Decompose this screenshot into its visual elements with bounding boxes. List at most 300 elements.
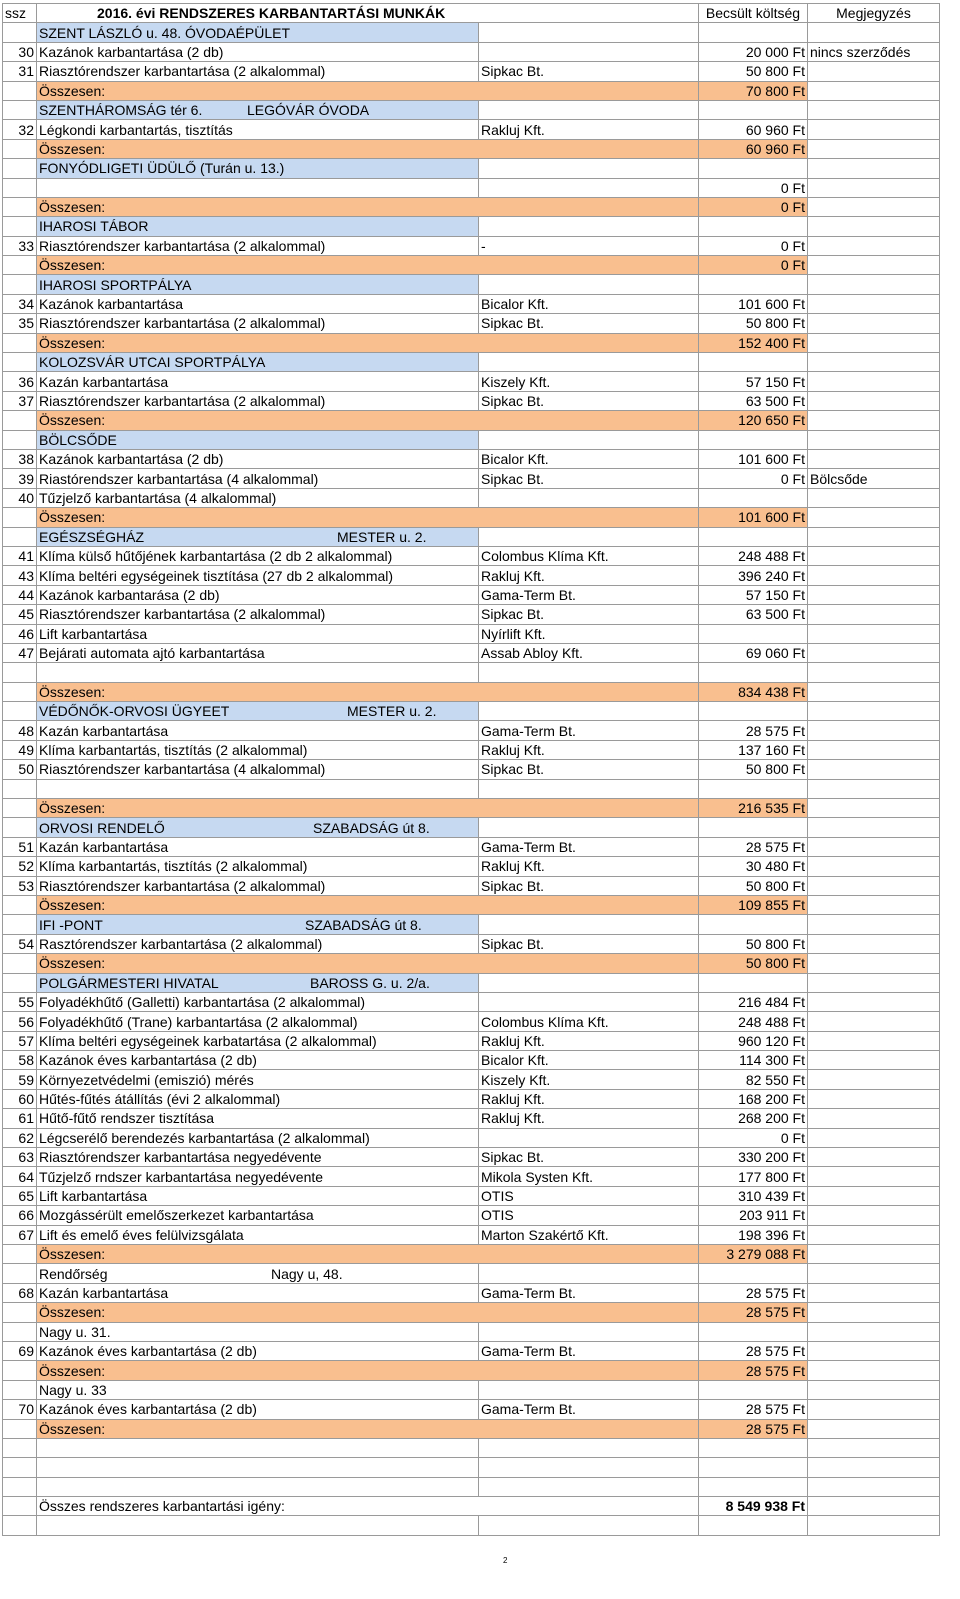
row-contractor: Gama-Term Bt.	[479, 1400, 699, 1419]
row-cost	[699, 1516, 808, 1535]
row-contractor: OTIS	[479, 1186, 699, 1205]
location-title: ORVOSI RENDELŐ	[39, 819, 165, 836]
row-note	[808, 372, 940, 391]
row-contractor: Gama-Term Bt.	[479, 1341, 699, 1360]
location-row	[3, 100, 940, 119]
row-number	[3, 527, 37, 546]
row-description: Hűtő-fűtő rendszer tisztítása	[37, 1109, 479, 1128]
subtotal-value: 152 400 Ft	[699, 333, 808, 352]
row-contractor: Sipkac Bt.	[479, 876, 699, 895]
row-number: 68	[3, 1283, 37, 1302]
row-cost: 0 Ft	[699, 236, 808, 255]
subtotal-label: Összesen:	[37, 1303, 699, 1322]
row-description	[37, 1458, 479, 1477]
row-contractor: Rakluj Kft.	[479, 857, 699, 876]
row-note	[808, 1167, 940, 1186]
location-name	[37, 1264, 479, 1283]
subtotal-value: 60 960 Ft	[699, 139, 808, 158]
location-title: SZENTHÁROMSÁG tér 6.	[39, 102, 203, 119]
row-cost: 168 200 Ft	[699, 1089, 808, 1108]
row-number	[3, 23, 37, 42]
subtotal-row	[3, 954, 940, 973]
location-address: BAROSS G. u. 2/a.	[310, 974, 430, 991]
row-description: Légkondi karbantartás, tisztítás	[37, 120, 479, 139]
subtotal-value: 216 535 Ft	[699, 799, 808, 818]
table-row	[3, 585, 940, 604]
row-number: 32	[3, 120, 37, 139]
table-row	[3, 1206, 940, 1225]
row-number: 49	[3, 740, 37, 759]
subtotal-row	[3, 1361, 940, 1380]
subtotal-value: 120 650 Ft	[699, 411, 808, 430]
row-note: Bölcsőde	[808, 469, 940, 488]
row-contractor	[479, 488, 699, 507]
row-cost	[699, 275, 808, 294]
row-note	[808, 139, 940, 158]
row-note	[808, 159, 940, 178]
row-cost: 28 575 Ft	[699, 1400, 808, 1419]
row-cost	[699, 217, 808, 236]
row-cost	[699, 973, 808, 992]
row-cost	[699, 1458, 808, 1477]
subtotal-value: 28 575 Ft	[699, 1303, 808, 1322]
row-description	[37, 1516, 479, 1535]
row-note	[808, 1477, 940, 1496]
row-cost: 50 800 Ft	[699, 62, 808, 81]
row-number: 70	[3, 1400, 37, 1419]
row-description: Tűzjelző karbantartása (4 alkalommal)	[37, 488, 479, 507]
row-note	[808, 391, 940, 410]
row-note	[808, 799, 940, 818]
row-cost	[699, 818, 808, 837]
row-note	[808, 702, 940, 721]
subtotal-value: 70 800 Ft	[699, 81, 808, 100]
table-row	[3, 62, 940, 81]
table-row	[3, 1283, 940, 1302]
row-cost: 28 575 Ft	[699, 1283, 808, 1302]
row-number	[3, 353, 37, 372]
location-address: MESTER u. 2.	[337, 528, 427, 545]
row-contractor	[479, 1322, 699, 1341]
row-note	[808, 992, 940, 1011]
row-number	[3, 81, 37, 100]
row-note	[808, 62, 940, 81]
row-description: Klíma karbantartás, tisztítás (2 alkalommal)	[37, 857, 479, 876]
subtotal-value: 109 855 Ft	[699, 895, 808, 914]
row-contractor: Sipkac Bt.	[479, 391, 699, 410]
table-row	[3, 1148, 940, 1167]
row-note	[808, 566, 940, 585]
row-number	[3, 411, 37, 430]
location-row	[3, 430, 940, 449]
subtotal-label: Összesen:	[37, 81, 699, 100]
row-number: 54	[3, 934, 37, 953]
row-contractor: Marton Szakértő Kft.	[479, 1225, 699, 1244]
table-row	[3, 1516, 940, 1535]
row-contractor	[479, 973, 699, 992]
row-cost: 396 240 Ft	[699, 566, 808, 585]
row-note	[808, 876, 940, 895]
row-contractor	[479, 42, 699, 61]
row-number: 52	[3, 857, 37, 876]
row-description: Kazánok éves karbantartása (2 db)	[37, 1400, 479, 1419]
page-number: 2	[503, 1556, 508, 1565]
table-row	[3, 178, 940, 197]
location-address: SZABADSÁG út 8.	[313, 819, 430, 836]
row-description: Kazán karbantartása	[37, 837, 479, 856]
row-contractor	[479, 159, 699, 178]
row-cost: 50 800 Ft	[699, 934, 808, 953]
subtotal-row	[3, 411, 940, 430]
row-cost: 114 300 Ft	[699, 1051, 808, 1070]
location-name	[37, 915, 479, 934]
row-cost: 50 800 Ft	[699, 876, 808, 895]
subtotal-row	[3, 256, 940, 275]
row-note	[808, 81, 940, 100]
row-number	[3, 799, 37, 818]
row-note	[808, 1148, 940, 1167]
location-name	[37, 159, 479, 178]
row-number: 31	[3, 62, 37, 81]
row-note	[808, 1400, 940, 1419]
row-number: 63	[3, 1148, 37, 1167]
row-description: Riasztórendszer karbantartása (2 alkalommal)	[37, 605, 479, 624]
row-note	[808, 1264, 940, 1283]
grand-total-label: Összes rendszeres karbantartási igény:	[37, 1497, 699, 1516]
row-contractor: Rakluj Kft.	[479, 120, 699, 139]
row-number	[3, 1497, 37, 1516]
row-description: Riasztórendszer karbantartása (2 alkalommal)	[37, 314, 479, 333]
table-header-row	[3, 4, 940, 23]
row-description: Riasztórendszer karbantartása negyedévente	[37, 1148, 479, 1167]
row-cost: 248 488 Ft	[699, 546, 808, 565]
location-row	[3, 217, 940, 236]
subtotal-value: 28 575 Ft	[699, 1419, 808, 1438]
row-note	[808, 1031, 940, 1050]
row-cost: 248 488 Ft	[699, 1012, 808, 1031]
grand-total-row	[3, 1497, 940, 1516]
row-contractor: Rakluj Kft.	[479, 1089, 699, 1108]
row-cost: 57 150 Ft	[699, 372, 808, 391]
row-number: 56	[3, 1012, 37, 1031]
row-cost	[699, 1438, 808, 1457]
row-note	[808, 1225, 940, 1244]
row-number: 53	[3, 876, 37, 895]
row-note	[808, 120, 940, 139]
row-contractor: Gama-Term Bt.	[479, 721, 699, 740]
row-cost	[699, 159, 808, 178]
row-note	[808, 1322, 940, 1341]
row-number	[3, 1438, 37, 1457]
table-row	[3, 760, 940, 779]
row-contractor: Gama-Term Bt.	[479, 837, 699, 856]
row-description	[37, 663, 479, 682]
row-number: 33	[3, 236, 37, 255]
row-contractor: Colombus Klíma Kft.	[479, 546, 699, 565]
location-row	[3, 1322, 940, 1341]
table-row	[3, 1477, 940, 1496]
row-cost: 101 600 Ft	[699, 449, 808, 468]
subtotal-row	[3, 333, 940, 352]
row-number: 45	[3, 605, 37, 624]
location-row	[3, 702, 940, 721]
row-description: Tűzjelző rndszer karbantartása negyedévente	[37, 1167, 479, 1186]
row-description: Környezetvédelmi (emiszió) mérés	[37, 1070, 479, 1089]
row-cost: 203 911 Ft	[699, 1206, 808, 1225]
row-note	[808, 488, 940, 507]
row-number: 34	[3, 294, 37, 313]
table-row	[3, 1438, 940, 1457]
table-row	[3, 624, 940, 643]
row-contractor	[479, 1516, 699, 1535]
subtotal-label: Összesen:	[37, 1361, 699, 1380]
row-contractor: Sipkac Bt.	[479, 934, 699, 953]
row-note	[808, 915, 940, 934]
row-cost: 198 396 Ft	[699, 1225, 808, 1244]
row-description: Kazánok karbantartása	[37, 294, 479, 313]
subtotal-row	[3, 1245, 940, 1264]
row-number: 60	[3, 1089, 37, 1108]
row-number	[3, 1458, 37, 1477]
row-number	[3, 1380, 37, 1399]
location-title: BÖLCSŐDE	[39, 431, 117, 448]
row-cost: 0 Ft	[699, 469, 808, 488]
table-row	[3, 876, 940, 895]
row-note	[808, 1516, 940, 1535]
row-description: Lift karbantartása	[37, 624, 479, 643]
header-ssz: ssz	[3, 4, 37, 23]
row-number	[3, 508, 37, 527]
row-contractor	[479, 779, 699, 798]
row-number	[3, 915, 37, 934]
row-number	[3, 954, 37, 973]
row-number	[3, 256, 37, 275]
row-contractor	[479, 23, 699, 42]
location-row	[3, 973, 940, 992]
row-note	[808, 1206, 940, 1225]
row-number: 47	[3, 643, 37, 662]
row-description: Riasztórendszer karbantartása (2 alkalommal)	[37, 62, 479, 81]
table-row	[3, 469, 940, 488]
table-row	[3, 391, 940, 410]
row-note	[808, 333, 940, 352]
row-description: Mozgássérült emelőszerkezet karbantartása	[37, 1206, 479, 1225]
table-row	[3, 643, 940, 662]
row-description: Kazánok éves karbantartása (2 db)	[37, 1051, 479, 1070]
row-number: 62	[3, 1128, 37, 1147]
row-description: Riasztórendszer karbantartása (2 alkalommal)	[37, 391, 479, 410]
subtotal-row	[3, 1419, 940, 1438]
row-note	[808, 1458, 940, 1477]
row-description: Rasztórendszer karbantartása (2 alkalommal)	[37, 934, 479, 953]
location-address: LEGÓVÁR ÓVODA	[247, 102, 370, 119]
row-note	[808, 256, 940, 275]
row-note	[808, 23, 940, 42]
row-contractor	[479, 702, 699, 721]
row-number	[3, 1245, 37, 1264]
row-cost: 101 600 Ft	[699, 294, 808, 313]
row-description: Lift karbantartása	[37, 1186, 479, 1205]
table-row	[3, 120, 940, 139]
table-row	[3, 449, 940, 468]
subtotal-row	[3, 508, 940, 527]
location-title: KOLOZSVÁR UTCAI SPORTPÁLYA	[39, 354, 266, 371]
location-address: SZABADSÁG út 8.	[305, 916, 422, 933]
row-description: Kazánok karbantarása (2 db)	[37, 585, 479, 604]
location-title: POLGÁRMESTERI HIVATAL	[39, 974, 219, 991]
row-note	[808, 508, 940, 527]
row-contractor	[479, 1438, 699, 1457]
location-address: Nagy u, 48.	[271, 1265, 343, 1282]
row-note	[808, 1051, 940, 1070]
row-contractor	[479, 992, 699, 1011]
location-name	[37, 1322, 479, 1341]
subtotal-label: Összesen:	[37, 682, 699, 701]
row-note	[808, 1128, 940, 1147]
row-number: 61	[3, 1109, 37, 1128]
row-note	[808, 527, 940, 546]
row-number	[3, 159, 37, 178]
row-number: 57	[3, 1031, 37, 1050]
row-cost: 82 550 Ft	[699, 1070, 808, 1089]
row-description: Riasztórendszer karbantartása (2 alkalommal)	[37, 876, 479, 895]
row-cost	[699, 915, 808, 934]
row-cost	[699, 430, 808, 449]
row-contractor: Colombus Klíma Kft.	[479, 1012, 699, 1031]
table-row	[3, 740, 940, 759]
subtotal-row	[3, 799, 940, 818]
location-title: SZENT LÁSZLÓ u. 48. ÓVODAÉPÜLET	[39, 24, 291, 41]
row-contractor	[479, 1264, 699, 1283]
row-contractor: Sipkac Bt.	[479, 605, 699, 624]
row-description: Kazán karbantartása	[37, 721, 479, 740]
row-contractor	[479, 663, 699, 682]
location-row	[3, 23, 940, 42]
table-row	[3, 314, 940, 333]
row-description: Kazán karbantartása	[37, 372, 479, 391]
row-contractor: Mikola Systen Kft.	[479, 1167, 699, 1186]
subtotal-label: Összesen:	[37, 799, 699, 818]
location-title: IHAROSI TÁBOR	[39, 218, 149, 235]
row-note	[808, 895, 940, 914]
row-number	[3, 217, 37, 236]
row-note	[808, 236, 940, 255]
location-row	[3, 818, 940, 837]
row-note: nincs szerződés	[808, 42, 940, 61]
row-note	[808, 740, 940, 759]
row-note	[808, 682, 940, 701]
location-row	[3, 275, 940, 294]
row-number: 51	[3, 837, 37, 856]
table-row	[3, 1051, 940, 1070]
row-cost: 0 Ft	[699, 178, 808, 197]
row-cost	[699, 1477, 808, 1496]
row-description	[37, 1438, 479, 1457]
row-description: Lift és emelő éves felülvizsgálata	[37, 1225, 479, 1244]
location-title: VÉDŐNŐK-ORVOSI ÜGYEET	[39, 703, 230, 720]
table-row	[3, 1089, 940, 1108]
row-contractor: Rakluj Kft.	[479, 1109, 699, 1128]
row-contractor	[479, 1477, 699, 1496]
subtotal-label: Összesen:	[37, 139, 699, 158]
row-contractor	[479, 1458, 699, 1477]
subtotal-row	[3, 1303, 940, 1322]
row-number	[3, 275, 37, 294]
row-number: 48	[3, 721, 37, 740]
location-name	[37, 527, 479, 546]
row-note	[808, 275, 940, 294]
row-description: Riasztórendszer karbantartása (4 alkalommal)	[37, 760, 479, 779]
row-number	[3, 682, 37, 701]
row-contractor: -	[479, 236, 699, 255]
subtotal-row	[3, 682, 940, 701]
row-note	[808, 411, 940, 430]
subtotal-label: Összesen:	[37, 1245, 699, 1264]
table-row	[3, 1458, 940, 1477]
row-contractor: Rakluj Kft.	[479, 1031, 699, 1050]
table-row	[3, 1400, 940, 1419]
table-row	[3, 488, 940, 507]
row-number: 65	[3, 1186, 37, 1205]
row-note	[808, 1245, 940, 1264]
row-contractor	[479, 100, 699, 119]
table-row	[3, 236, 940, 255]
row-contractor	[479, 527, 699, 546]
row-cost: 0 Ft	[699, 1128, 808, 1147]
row-contractor	[479, 915, 699, 934]
subtotal-label: Összesen:	[37, 333, 699, 352]
row-contractor: Sipkac Bt.	[479, 469, 699, 488]
row-note	[808, 818, 940, 837]
row-note	[808, 1012, 940, 1031]
row-contractor: OTIS	[479, 1206, 699, 1225]
location-name	[37, 702, 479, 721]
row-number: 40	[3, 488, 37, 507]
row-number	[3, 100, 37, 119]
row-cost	[699, 1380, 808, 1399]
row-contractor: Kiszely Kft.	[479, 1070, 699, 1089]
row-contractor: Rakluj Kft.	[479, 740, 699, 759]
row-number: 30	[3, 42, 37, 61]
location-row	[3, 1380, 940, 1399]
row-cost	[699, 663, 808, 682]
row-number	[3, 973, 37, 992]
row-note	[808, 1438, 940, 1457]
row-number	[3, 178, 37, 197]
table-row	[3, 1225, 940, 1244]
row-contractor: Gama-Term Bt.	[479, 1283, 699, 1302]
table-row	[3, 294, 940, 313]
row-number: 43	[3, 566, 37, 585]
subtotal-value: 50 800 Ft	[699, 954, 808, 973]
row-contractor: Bicalor Kft.	[479, 1051, 699, 1070]
row-number	[3, 1419, 37, 1438]
row-contractor	[479, 353, 699, 372]
location-row	[3, 159, 940, 178]
location-address: MESTER u. 2.	[347, 703, 437, 720]
row-number	[3, 333, 37, 352]
row-description: Hűtés-fűtés átállítás (évi 2 alkalommal)	[37, 1089, 479, 1108]
grand-total-value: 8 549 938 Ft	[699, 1497, 808, 1516]
table-row	[3, 857, 940, 876]
subtotal-value: 28 575 Ft	[699, 1361, 808, 1380]
row-number	[3, 197, 37, 216]
row-contractor	[479, 818, 699, 837]
row-number	[3, 139, 37, 158]
table-row	[3, 1012, 940, 1031]
location-row	[3, 1264, 940, 1283]
row-number	[3, 1322, 37, 1341]
